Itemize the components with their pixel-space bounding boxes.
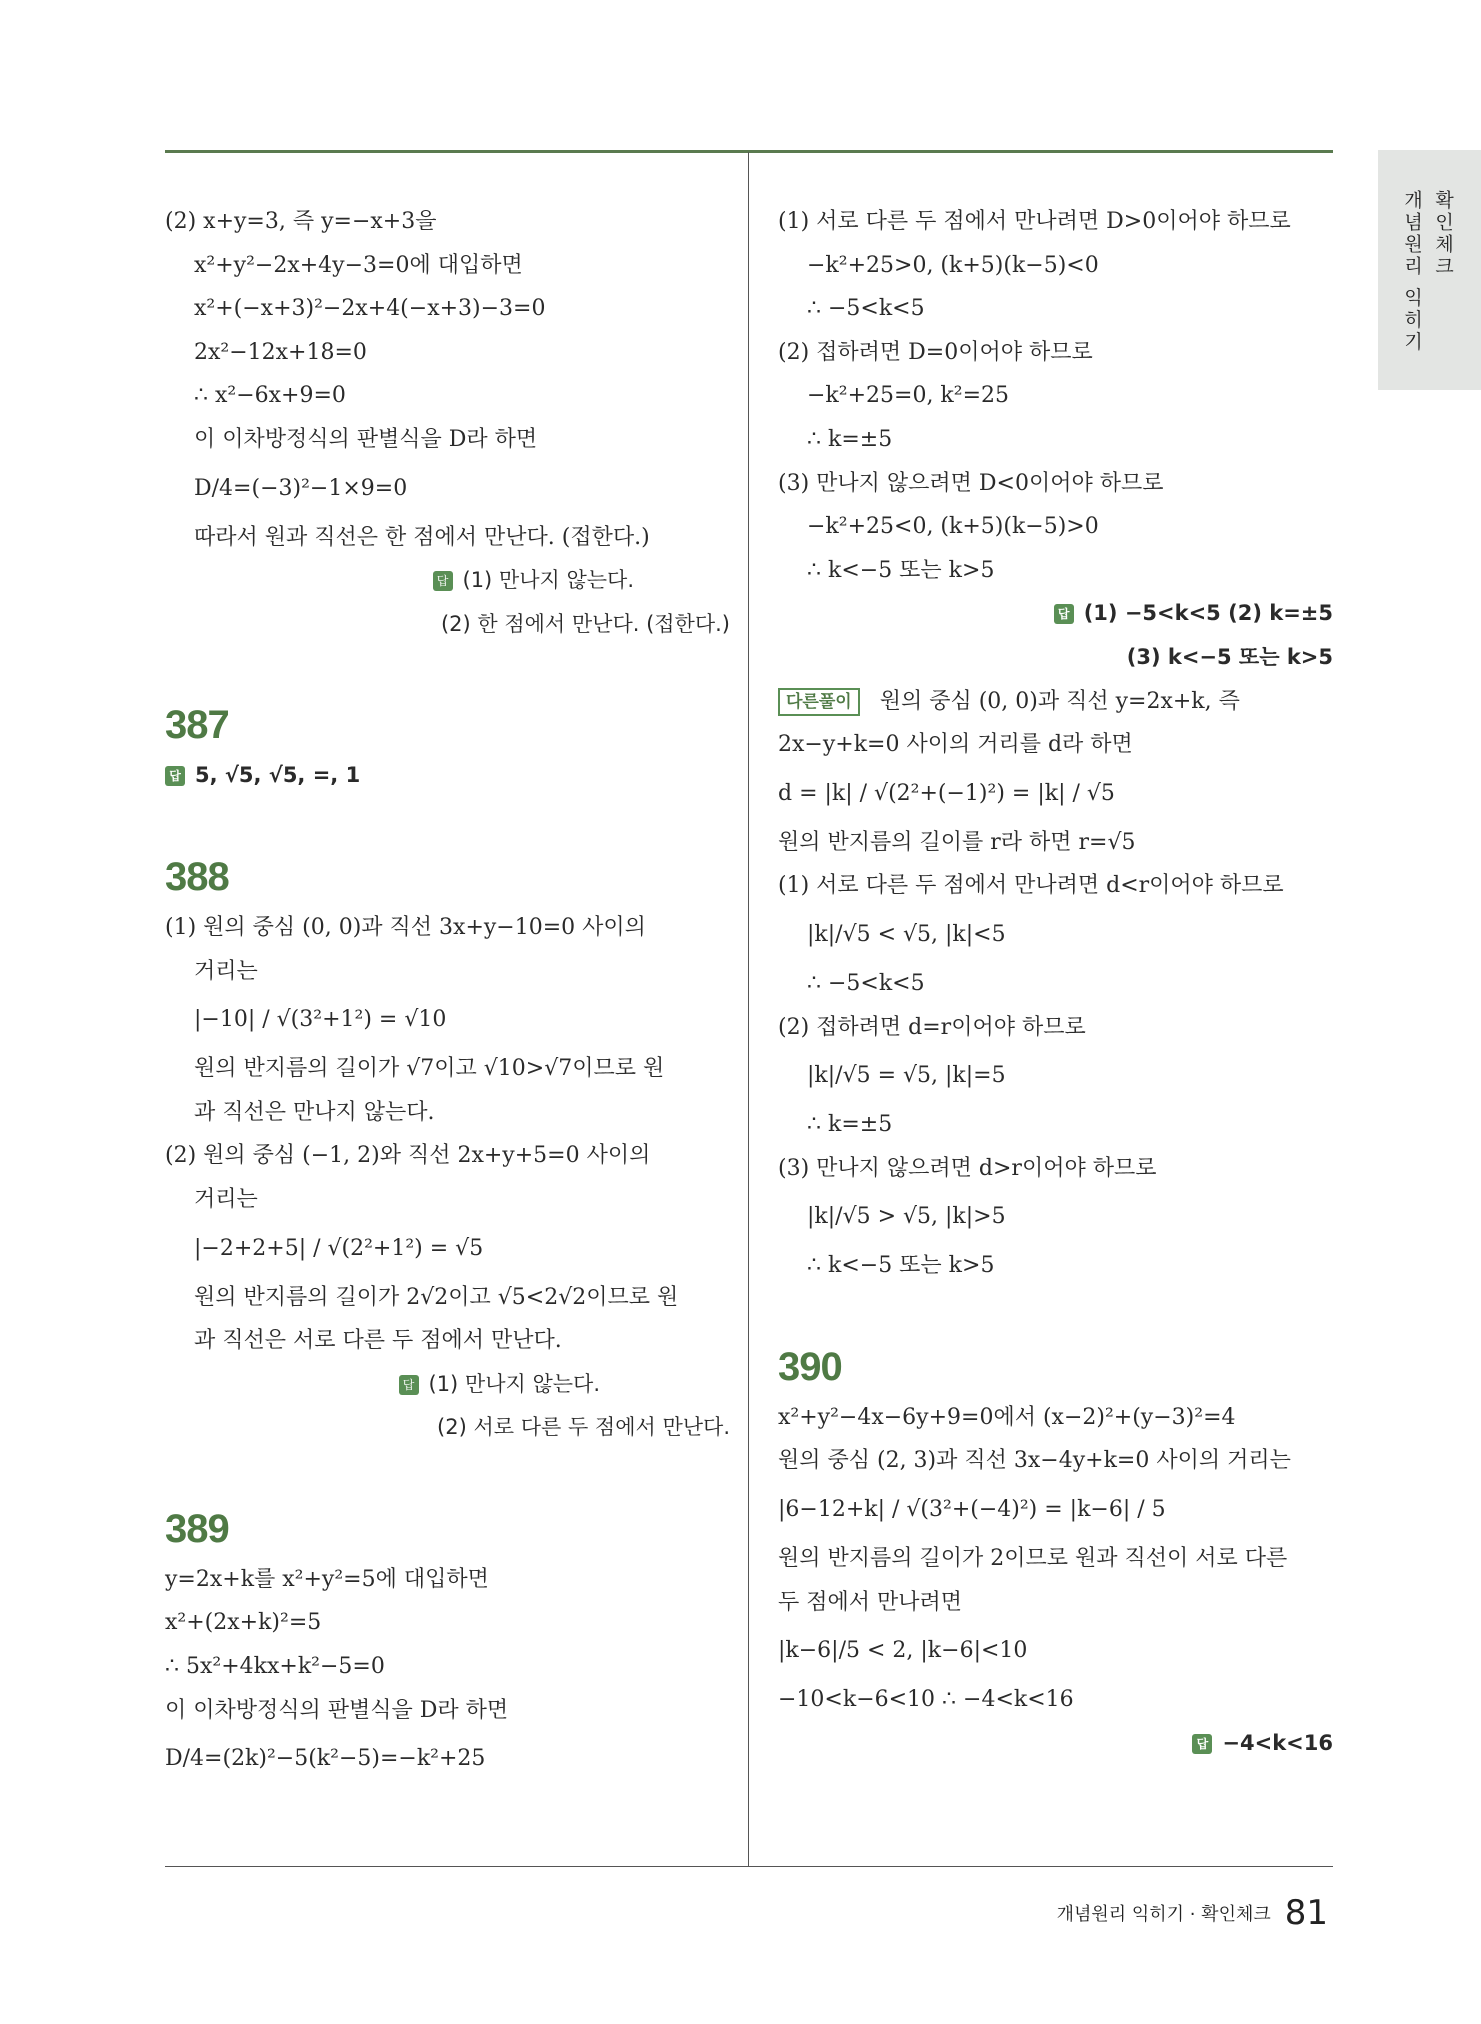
- solution-line: [165, 374, 730, 418]
- side-tab-line-2: 확인체크: [1432, 190, 1454, 278]
- line-text: 389: [165, 1506, 229, 1551]
- line-text: (1) 서로 다른 두 점에서 만나려면 D>0이어야 하므로: [778, 209, 1291, 234]
- solution-line: [778, 374, 1333, 418]
- line-text: |k|/√5 > √5, |k|>5: [807, 1204, 1006, 1230]
- answer-line: [778, 1722, 1333, 1766]
- line-text: (3) 만나지 않으려면 D<0이어야 하므로: [778, 470, 1164, 496]
- line-text: |k|/√5 = √5, |k|=5: [807, 1063, 1006, 1089]
- line-text: ∴ −5<k<5: [807, 970, 925, 996]
- line-text: 원의 중심 (2, 3)과 직선 3x−4y+k=0 사이의 거리는: [778, 1448, 1291, 1474]
- line-text: (2) 서로 다른 두 점에서 만난다.: [437, 1415, 730, 1440]
- line-text: |6−12+k| / √(3²+(−4)²) = |k−6| / 5: [778, 1497, 1166, 1523]
- line-text: ∴ k<−5 또는 k>5: [807, 557, 995, 583]
- line-text: ∴ k=±5: [807, 1112, 893, 1138]
- section-gap: [165, 1450, 730, 1500]
- solution-line: [165, 603, 730, 647]
- line-text: D/4=(2k)²−5(k²−5)=−k²+25: [165, 1746, 486, 1772]
- answer-badge-icon: 답: [433, 571, 453, 591]
- problem-number: [165, 1500, 730, 1558]
- answer-badge-icon: 답: [165, 766, 185, 786]
- line-text: (2) 한 점에서 만난다. (접한다.): [440, 611, 730, 636]
- solution-line: [778, 1624, 1333, 1678]
- line-text: 따라서 원과 직선은 한 점에서 만난다. (접한다.): [194, 524, 650, 550]
- solution-line: [778, 1244, 1333, 1288]
- solution-line: [165, 950, 730, 994]
- line-text: (1) 서로 다른 두 점에서 만나려면 d<r이어야 하므로: [778, 873, 1284, 899]
- line-text: x²+y²−2x+4y−3=0에 대입하면: [194, 252, 523, 278]
- solution-line: [778, 821, 1333, 865]
- solution-line: [165, 1134, 730, 1178]
- solution-line: [165, 516, 730, 560]
- line-text: x²+(−x+3)²−2x+4(−x+3)−3=0: [194, 296, 546, 322]
- alt-solution-tag: 다른풀이: [778, 688, 860, 716]
- solution-line: [778, 1537, 1333, 1581]
- line-text: 원의 반지름의 길이가 2√2이고 √5<2√2이므로 원: [194, 1284, 679, 1310]
- solution-line: [778, 962, 1333, 1006]
- solution-line: [778, 1103, 1333, 1147]
- line-text: (1) 원의 중심 (0, 0)과 직선 3x+y−10=0 사이의: [165, 914, 646, 940]
- solution-line: [165, 1276, 730, 1320]
- solution-line: [778, 1190, 1333, 1244]
- answer-badge-icon: 답: [399, 1375, 419, 1395]
- solution-line: [778, 1049, 1333, 1103]
- line-text: (1) 만나지 않는다.: [462, 568, 634, 593]
- line-text: ∴ k<−5 또는 k>5: [807, 1253, 995, 1279]
- solution-line: [165, 1178, 730, 1222]
- line-text: d = |k| / √(2²+(−1)²) = |k| / √5: [778, 780, 1115, 806]
- line-text: 거리는: [194, 958, 258, 984]
- right-column: [778, 200, 1333, 1765]
- solution-line: [778, 1006, 1333, 1050]
- solution-line: [778, 331, 1333, 375]
- line-text: (2) 접하려면 d=r이어야 하므로: [778, 1014, 1086, 1040]
- solution-line: [778, 244, 1333, 288]
- line-text: |−2+2+5| / √(2²+1²) = √5: [194, 1235, 484, 1261]
- solution-line: [165, 1406, 730, 1450]
- side-tab-line-1: 개념원리 익히기: [1401, 190, 1423, 354]
- line-text: |k|/√5 < √5, |k|<5: [807, 921, 1006, 947]
- solution-line: [165, 287, 730, 331]
- line-text: 이 이차방정식의 판별식을 D라 하면: [194, 426, 538, 452]
- left-column: [165, 200, 730, 1786]
- solution-line: [165, 462, 730, 516]
- line-text: −k²+25>0, (k+5)(k−5)<0: [807, 252, 1099, 278]
- solution-line: [165, 993, 730, 1047]
- top-rule: [165, 150, 1333, 153]
- problem-number: [165, 848, 730, 906]
- solution-line: [165, 1689, 730, 1733]
- page-number: 81: [1284, 1893, 1328, 1933]
- section-gap: [165, 646, 730, 696]
- solution-line: [778, 1581, 1333, 1625]
- line-text: 5, √5, √5, =, 1: [195, 763, 361, 788]
- line-text: (3) k<−5 또는 k>5: [1126, 644, 1333, 669]
- solution-line: [778, 908, 1333, 962]
- line-text: ∴ k=±5: [807, 426, 893, 452]
- line-text: 원의 중심 (0, 0)과 직선 y=2x+k, 즉: [879, 688, 1240, 714]
- bottom-rule: [165, 1866, 1333, 1867]
- line-text: ∴ −5<k<5: [807, 296, 925, 322]
- line-text: (2) 접하려면 D=0이어야 하므로: [778, 339, 1093, 365]
- line-text: 과 직선은 만나지 않는다.: [194, 1099, 435, 1125]
- solution-line: [778, 680, 1333, 724]
- line-text: (1) −5<k<5 (2) k=±5: [1083, 601, 1333, 626]
- line-text: (2) 원의 중심 (−1, 2)와 직선 2x+y+5=0 사이의: [165, 1143, 651, 1169]
- solution-line: [165, 331, 730, 375]
- line-text: 원의 반지름의 길이가 √7이고 √10>√7이므로 원: [194, 1056, 665, 1082]
- solution-line: [165, 418, 730, 462]
- line-text: 388: [165, 854, 229, 899]
- line-text: x²+y²−4x−6y+9=0에서 (x−2)²+(y−3)²=4: [778, 1404, 1236, 1430]
- line-text: (3) 만나지 않으려면 d>r이어야 하므로: [778, 1155, 1157, 1181]
- line-text: |−10| / √(3²+1²) = √10: [194, 1007, 447, 1033]
- line-text: 과 직선은 서로 다른 두 점에서 만난다.: [194, 1328, 562, 1354]
- line-text: 원의 반지름의 길이가 2이므로 원과 직선이 서로 다른: [778, 1546, 1288, 1572]
- problem-number: [778, 1338, 1333, 1396]
- line-text: −k²+25=0, k²=25: [807, 383, 1010, 409]
- line-text: 390: [778, 1344, 842, 1389]
- solution-line: [778, 1439, 1333, 1483]
- answer-line: [165, 1363, 730, 1407]
- solution-line: [778, 1147, 1333, 1191]
- answer-line: [778, 592, 1333, 636]
- line-text: 원의 반지름의 길이를 r라 하면 r=√5: [778, 829, 1136, 855]
- line-text: −k²+25<0, (k+5)(k−5)>0: [807, 514, 1099, 540]
- line-text: −4<k<16: [1222, 1730, 1333, 1755]
- solution-line: [165, 1222, 730, 1276]
- line-text: 거리는: [194, 1186, 258, 1212]
- solution-line: [778, 1678, 1333, 1722]
- line-text: (1) 만나지 않는다.: [428, 1371, 600, 1396]
- solution-line: [165, 906, 730, 950]
- line-text: (2) x+y=3, 즉 y=−x+3을: [165, 209, 437, 234]
- line-text: 두 점에서 만나려면: [778, 1589, 963, 1615]
- problem-number: [165, 696, 730, 754]
- answer-line: [165, 754, 730, 798]
- line-text: −10<k−6<10 ∴ −4<k<16: [778, 1687, 1074, 1713]
- solution-line: [778, 767, 1333, 821]
- solution-line: [165, 1319, 730, 1363]
- line-text: ∴ 5x²+4kx+k²−5=0: [165, 1654, 385, 1680]
- solution-line: [165, 1601, 730, 1645]
- line-text: 2x−y+k=0 사이의 거리를 d라 하면: [778, 732, 1133, 758]
- line-text: 387: [165, 703, 229, 748]
- solution-line: [165, 244, 730, 288]
- page-footer: [1057, 1893, 1328, 1933]
- line-text: 이 이차방정식의 판별식을 D라 하면: [165, 1697, 509, 1723]
- line-text: |k−6|/5 < 2, |k−6|<10: [778, 1638, 1028, 1664]
- line-text: ∴ x²−6x+9=0: [194, 383, 346, 409]
- line-text: x²+(2x+k)²=5: [165, 1610, 322, 1636]
- solution-line: [165, 200, 730, 244]
- solution-line: [778, 636, 1333, 680]
- line-text: D/4=(−3)²−1×9=0: [194, 475, 408, 501]
- section-gap: [778, 1288, 1333, 1338]
- solution-line: [778, 1483, 1333, 1537]
- answer-badge-icon: 답: [1054, 604, 1074, 624]
- solution-line: [165, 1091, 730, 1135]
- section-gap: [165, 798, 730, 848]
- answer-badge-icon: 답: [1192, 1734, 1212, 1754]
- solution-line: [778, 723, 1333, 767]
- solution-line: [778, 462, 1333, 506]
- solution-line: [165, 1558, 730, 1602]
- line-text: y=2x+k를 x²+y²=5에 대입하면: [165, 1566, 489, 1592]
- solution-line: [165, 1047, 730, 1091]
- solution-line: [778, 1396, 1333, 1440]
- column-divider: [748, 152, 749, 1867]
- solution-line: [165, 1732, 730, 1786]
- solution-line: [778, 418, 1333, 462]
- solution-line: [165, 1645, 730, 1689]
- side-tab: [1378, 150, 1481, 390]
- solution-line: [778, 864, 1333, 908]
- answer-line: [165, 559, 730, 603]
- line-text: 2x²−12x+18=0: [194, 339, 367, 365]
- footer-text: 개념원리 익히기 · 확인체크: [1056, 1904, 1271, 1925]
- solution-line: [778, 505, 1333, 549]
- solution-line: [778, 200, 1333, 244]
- solution-line: [778, 549, 1333, 593]
- solution-line: [778, 287, 1333, 331]
